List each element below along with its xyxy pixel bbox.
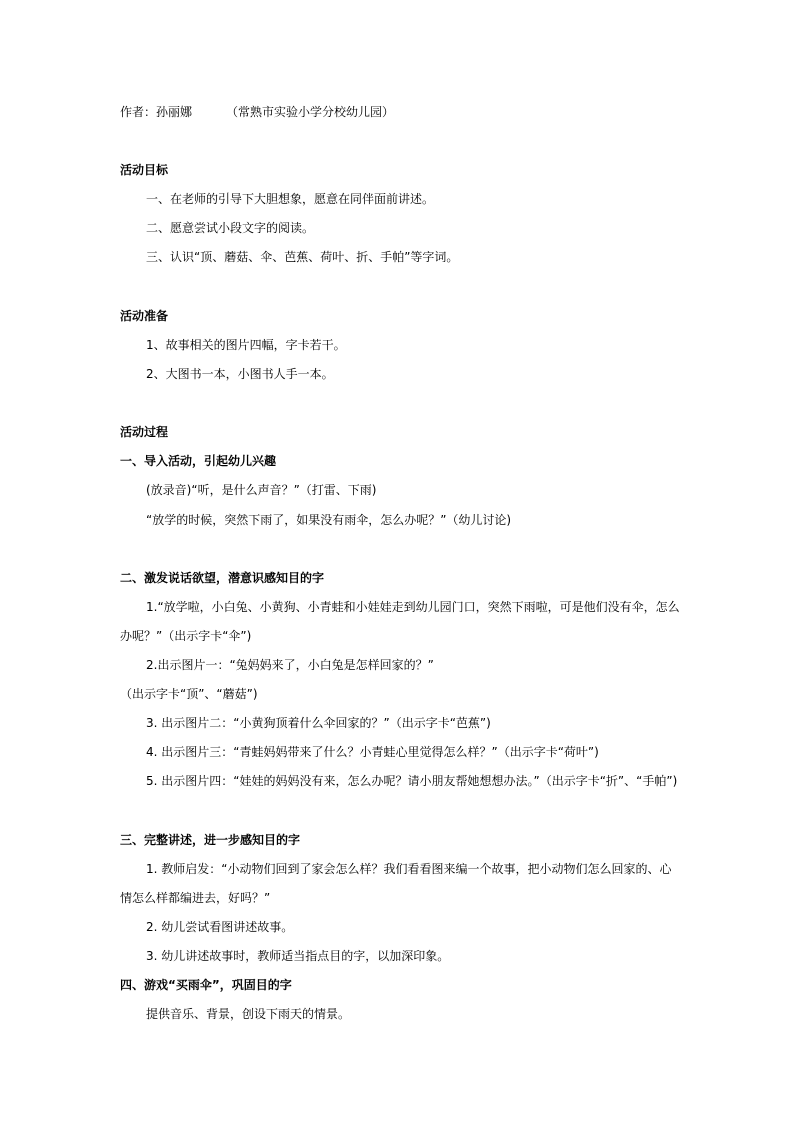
process-heading: 活动过程 bbox=[120, 425, 169, 439]
author-name: 作者：孙丽娜 bbox=[120, 105, 193, 119]
prep-item-2: 2、大图书一本，小图书人手一本。 bbox=[146, 367, 334, 381]
goal-item-3: 三、认识“顶、蘑菇、伞、芭蕉、荷叶、折、手帕”等字词。 bbox=[146, 250, 459, 264]
step4-title: 四、游戏“买雨伞”，巩固目的字 bbox=[120, 978, 292, 992]
step3-title: 三、完整讲述，进一步感知目的字 bbox=[120, 833, 301, 847]
author-school: （常熟市实验小学分校幼儿园） bbox=[226, 105, 395, 119]
step3-item-2: 2. 幼儿尝试看图讲述故事。 bbox=[146, 920, 294, 934]
step3-item-1b: 情怎么样都编进去，好吗？” bbox=[120, 891, 271, 905]
author-line bbox=[120, 104, 394, 120]
step1-line-2: “放学的时候，突然下雨了，如果没有雨伞，怎么办呢？”（幼儿讨论) bbox=[146, 513, 512, 527]
goal-item-1: 一、在老师的引导下大胆想象，愿意在同伴面前讲述。 bbox=[146, 192, 435, 206]
step1-line-1: (放录音)“听，是什么声音？”（打雷、下雨) bbox=[146, 483, 377, 497]
step2-item-2a: 2.出示图片一：“兔妈妈来了，小白兔是怎样回家的？” bbox=[146, 658, 434, 672]
step2-item-5: 5. 出示图片四：“娃娃的妈妈没有来，怎么办呢？请小朋友帮她想想办法。”（出示字卡“折”、“手帕”) bbox=[146, 774, 678, 788]
goals-heading: 活动目标 bbox=[120, 163, 169, 177]
step2-item-4: 4. 出示图片三：“青蛙妈妈带来了什么？小青蛙心里觉得怎么样？”（出示字卡“荷叶”) bbox=[146, 745, 599, 759]
step1-title: 一、导入活动，引起幼儿兴趣 bbox=[120, 454, 277, 468]
prep-item-1: 1、故事相关的图片四幅，字卡若干。 bbox=[146, 338, 346, 352]
goal-item-2: 二、愿意尝试小段文字的阅读。 bbox=[146, 221, 315, 235]
step3-item-1a: 1. 教师启发：“小动物们回到了家会怎么样？我们看看图来编一个故事，把小动物们怎么回家的、心 bbox=[146, 862, 672, 876]
step3-item-3: 3. 幼儿讲述故事时，教师适当指点目的字，以加深印象。 bbox=[146, 949, 450, 963]
step2-title: 二、激发说话欲望，潜意识感知目的字 bbox=[120, 571, 325, 585]
step2-item-1b: 办呢？”（出示字卡“伞”) bbox=[120, 629, 252, 643]
step2-item-1a: 1.“放学啦，小白兔、小黄狗、小青蛙和小娃娃走到幼儿园门口，突然下雨啦，可是他们没有伞，怎么 bbox=[146, 600, 680, 614]
step4-item-1: 提供音乐、背景，创设下雨天的情景。 bbox=[146, 1007, 351, 1021]
prep-heading: 活动准备 bbox=[120, 309, 169, 323]
step2-item-3: 3. 出示图片二：“小黄狗顶着什么伞回家的？”（出示字卡“芭蕉”) bbox=[146, 716, 491, 730]
step2-item-2b: （出示字卡“顶”、“蘑菇”) bbox=[120, 687, 258, 701]
